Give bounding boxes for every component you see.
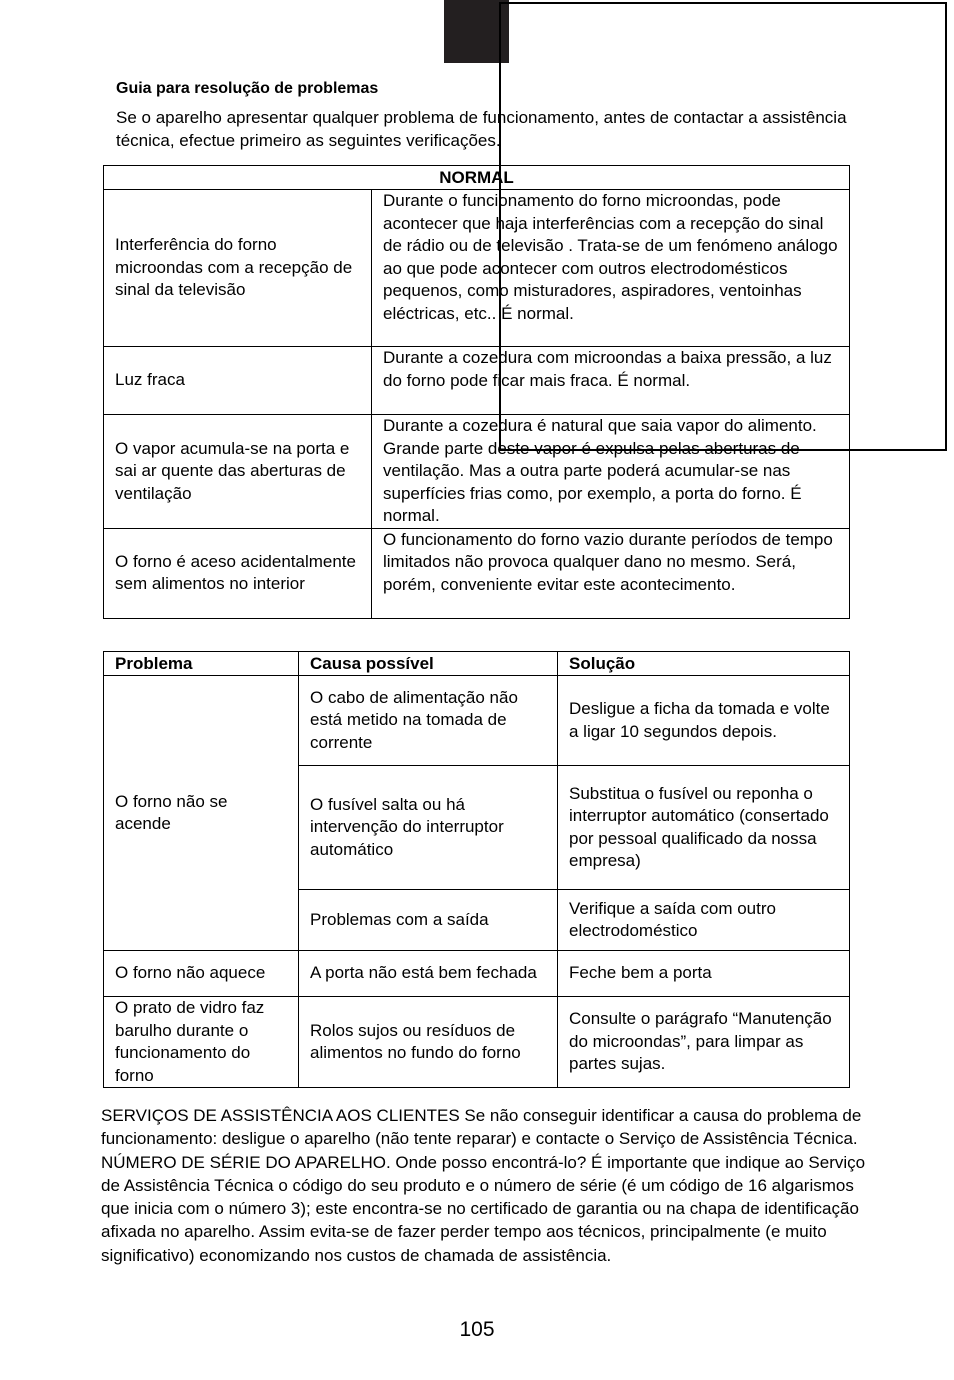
solution-header: Solução [558,652,850,676]
problem-cell: O forno não se acende [104,676,299,951]
problem-header: Problema [104,652,299,676]
normal-table [103,165,850,619]
cause-header: Causa possível [299,652,558,676]
solution-cell: Desligue a ficha da tomada e volte a ligar 10 segundos depois. [558,676,850,766]
intro-paragraph: Se o aparelho apresentar qualquer problema de funcionamento, antes de contactar a assistência técnica, efectue primeiro as seguintes verificações. [116,108,847,150]
problem-cell: O prato de vidro faz barulho durante o funcionamento do forno [104,997,299,1088]
normal-explanation-cell: O funcionamento do forno vazio durante períodos de tempo limitados não provoca qualquer dano no mesmo. Será, porém, conveniente evitar este acontecimento. [372,528,850,618]
solution-cell: Consulte o parágrafo “Manutenção do microondas”, para limpar as partes sujas. [558,997,850,1088]
normal-condition-cell: Interferência do forno microondas com a recepção de sinal da televisão [104,190,372,347]
normal-explanation-cell: Durante o funcionamento do forno microondas, pode acontecer que haja interferências com a recepção do sinal de rádio ou de televisão . Trata-se de um fenómeno análogo ao que pode acontecer com outros electrodomésticos pequenos, como misturadores, aspiradores, ventoinhas eléctricas, etc.. É normal. [372,190,850,347]
black-tab-marker [444,0,509,63]
normal-condition-cell: O vapor acumula-se na porta e sai ar quente das aberturas de ventilação [104,415,372,529]
normal-explanation-cell: Durante a cozedura com microondas a baixa pressão, a luz do forno pode ficar mais fraca. É normal. [372,347,850,415]
cause-cell: O fusível salta ou há intervenção do interruptor automático [299,766,558,890]
solution-cell: Feche bem a porta [558,951,850,997]
cause-cell: Rolos sujos ou resíduos de alimentos no fundo do forno [299,997,558,1088]
problem-cell: O forno não aquece [104,951,299,997]
solution-cell: Substitua o fusível ou reponha o interruptor automático (consertado por pessoal qualificado da nossa empresa) [558,766,850,890]
page-number: 105 [459,1318,495,1341]
solution-cell: Verifique a saída com outro electrodoméstico [558,890,850,951]
normal-table-header: NORMAL [104,166,850,190]
problem-table [103,651,850,1088]
cause-cell: A porta não está bem fechada [299,951,558,997]
normal-condition-cell: O forno é aceso acidentalmente sem alimentos no interior [104,528,372,618]
normal-condition-cell: Luz fraca [104,347,372,415]
customer-services-paragraph: SERVIÇOS DE ASSISTÊNCIA AOS CLIENTES Se não conseguir identificar a causa do problema de funcionamento: desligue o aparelho (não tente reparar) e contacte o Serviço de Assistência Técnica. NÚMERO DE SÉRIE DO APARELHO. Onde posso encontrá-lo? É importante que indique ao Serviço de Assistência Técnica o código do seu produto e o número de série (é um código de 16 algarismos que inicia com o número 3); este encontra-se no certificado de garantia ou na chapa de identificação afixada no aparelho. Assim evita-se de fazer perder tempo aos técnicos, principalmente (e muito significativo) economizando nos custos de chamada de assistência. [101,1106,866,1265]
normal-explanation-cell: Durante a cozedura é natural que saia vapor do alimento. Grande parte deste vapor é expulsa pelas aberturas de ventilação. Mas a outra parte poderá acumular-se nas superfícies frias como, por exemplo, a porta do forno. É normal. [372,415,850,529]
cause-cell: Problemas com a saída [299,890,558,951]
cause-cell: O cabo de alimentação não está metido na tomada de corrente [299,676,558,766]
section-heading: Guia para resolução de problemas [116,80,379,97]
